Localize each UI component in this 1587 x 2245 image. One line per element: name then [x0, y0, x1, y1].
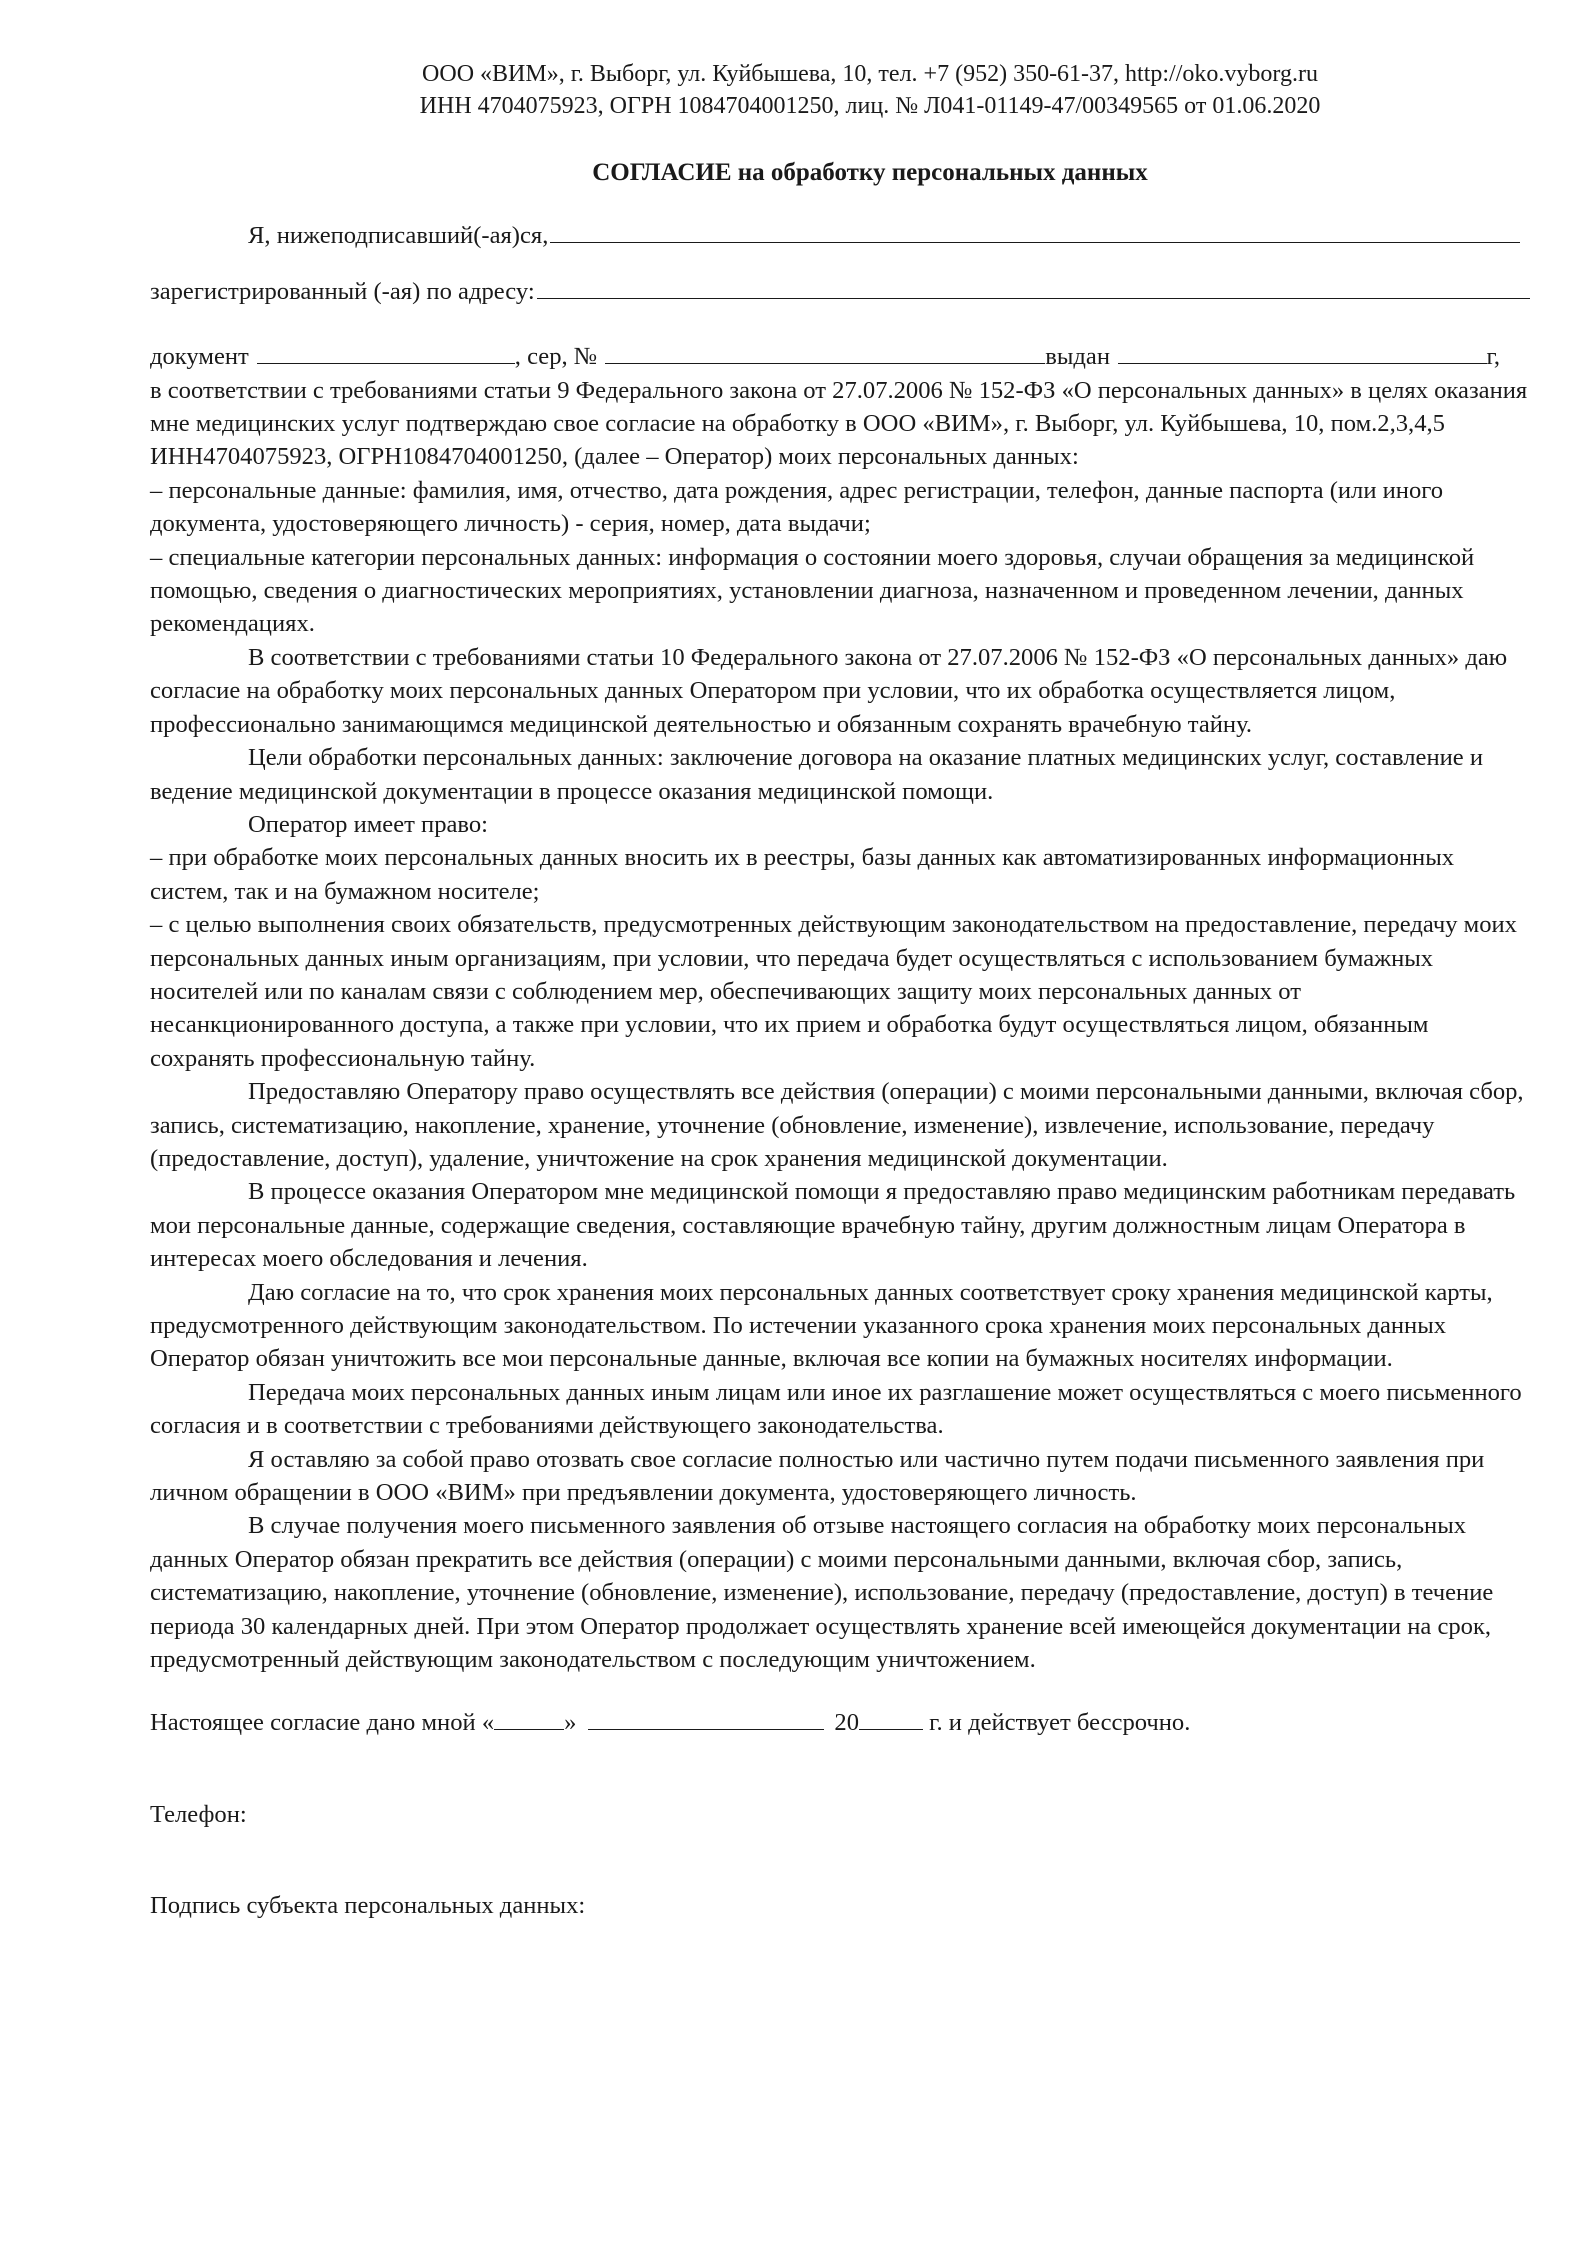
- date-prefix: Настоящее согласие дано мной «: [150, 1709, 495, 1737]
- paragraph-purposes: Цели обработки персональных данных: заключение договора на оказание платных медицинских услуг, составление и ведение медицинской документации в процессе оказания медицинской помощи.: [150, 744, 1484, 805]
- paragraph-personal-data-list: – персональные данные: фамилия, имя, отчество, дата рождения, адрес регистрации, телефон, данные паспорта (или иного документа, удостоверяющего личность) - серия, номер, дата выдачи;: [150, 476, 1444, 538]
- paragraph-special-categories: – специальные категории персональных данных: информация о состоянии моего здоровья, случаи обращения за медицинской помощью, сведения о диагностических мероприятиях, установлении диагноза, назначенном и проведенном лечении, данных рекомендациях.: [150, 543, 1475, 638]
- paragraph-actions: Предоставляю Оператору право осуществлять все действия (операции) с моими персональными данными, включая сбор, запись, систематизацию, накопление, хранение, уточнение (обновление, изменение), извлечение, использование, передачу (предоставление, доступ), удаление, уничтожение на срок хранения медицинской документации.: [150, 1078, 1524, 1172]
- paragraph-storage-term: Даю согласие на то, что срок хранения моих персональных данных соответствует сроку хранения медицинской карты, предусмотренного действующим законодательством. По истечении указанного срока хранения моих персональных данных Оператор обязан уничтожить все мои персональные данные, включая все копии на бумажных носителях информации.: [150, 1278, 1493, 1373]
- paragraph-registry-right: – при обработке моих персональных данных вносить их в реестры, базы данных как автоматизированных информационных систем, так и на бумажном носителе;: [150, 844, 1455, 905]
- paragraph-transfer-right: – с целью выполнения своих обязательств, предусмотренных действующим законодательством на предоставление, передачу моих персональных данных иным организациям, при условии, что передача будет осуществляться с использованием бумажных носителей или по каналам связи с соблюдением мер, обеспечивающих защиту моих персональных данных от несанкционированного доступа, а также при условии, что их прием и обработка будут осуществляться лицом, обязанным сохранять профессиональную тайну.: [150, 911, 1517, 1072]
- document-type-field[interactable]: [257, 341, 515, 364]
- paragraph-consent-basis: в соответствии с требованиями статьи 9 Федерального закона от 27.07.2006 № 152-ФЗ «О персональных данных» в целях оказания мне медицинских услуг подтверждаю свое согласие на обработку в ООО «ВИМ», г. Выборг, ул. Куйбышева, 10, пом.2,3,4,5 ИНН4704075923, ОГРН1084704001250, (далее – Оператор) моих персональных данных:: [150, 376, 1528, 471]
- paragraph-withdrawal-right: Я оставляю за собой право отозвать свое согласие полностью или частично путем подачи письменного заявления при личном обращении в ООО «ВИМ» при предъявлении документа, удостоверяющего личность.: [150, 1445, 1485, 1507]
- address-line: [150, 275, 1530, 308]
- letterhead: [210, 58, 1530, 122]
- paragraph-withdrawal-procedure: В случае получения моего письменного заявления об отзыве настоящего согласия на обработку моих персональных данных Оператор обязан прекратить все действия (операции) с моими персональными данными, включая сбор, запись, систематизацию, накопление, уточнение (обновление, изменение), использование, передачу (предоставление, доступ) в течение периода 30 календарных дней. При этом Оператор продолжает осуществлять хранение всей имеющейся документации на срок, предусмотренный действующим законодательством с последующим уничтожением.: [150, 1512, 1494, 1674]
- year-prefix: 20: [834, 1709, 860, 1737]
- signer-name-field[interactable]: [550, 220, 1520, 243]
- month-field[interactable]: [588, 1707, 824, 1730]
- address-field[interactable]: [537, 276, 1530, 299]
- paragraph-medical-secrecy: В процессе оказания Оператором мне медицинской помощи я предоставляю право медицинским работникам передавать мои персональные данные, содержащие сведения, составляющие врачебную тайну, другим должностным лицам Оператора в интересах моего обследования и лечения.: [150, 1178, 1516, 1273]
- document-page: [150, 58, 1530, 1923]
- date-suffix: г. и действует бессрочно.: [923, 1709, 1191, 1737]
- date-mid: »: [564, 1709, 577, 1737]
- letterhead-line-2: ИНН 4704075923, ОГРН 1084704001250, лиц. № Л041-01149-47/00349565 от 01.06.2020: [419, 93, 1321, 119]
- signer-name-line: [150, 219, 1530, 252]
- signer-label: Я, нижеподписавший(-ая)ся,: [248, 222, 549, 250]
- phone-line: [150, 1798, 1530, 1831]
- document-line: [150, 340, 1530, 373]
- document-label: документ: [150, 343, 249, 371]
- issued-by-field[interactable]: [1118, 341, 1487, 364]
- signature-label: Подпись субъекта персональных данных:: [150, 1892, 586, 1920]
- phone-label: Телефон:: [150, 1800, 247, 1828]
- document-number-field[interactable]: [605, 341, 1045, 364]
- consent-date-line: [150, 1706, 1530, 1739]
- letterhead-line-1: ООО «ВИМ», г. Выборг, ул. Куйбышева, 10, тел. +7 (952) 350-61-37, http://oko.vyborg.ru: [422, 61, 1318, 87]
- day-field[interactable]: [494, 1707, 564, 1730]
- paragraph-operator-rights: Оператор имеет право:: [248, 810, 488, 838]
- paragraph-article-10: В соответствии с требованиями статьи 10 Федерального закона от 27.07.2006 № 152-ФЗ «О персональных данных» даю согласие на обработку моих персональных данных Оператором при условии, что их обработка осуществляется лицом, профессионально занимающимся медицинской деятельностью и обязанным сохранять врачебную тайну.: [150, 643, 1508, 738]
- series-label: , сер, №: [514, 343, 598, 371]
- year-field[interactable]: [859, 1707, 923, 1730]
- document-title: СОГЛАСИЕ на обработку персональных данных: [592, 159, 1148, 186]
- g-suffix: г,: [1486, 343, 1500, 371]
- address-label: зарегистрированный (-ая) по адресу:: [150, 277, 535, 305]
- paragraph-disclosure: Передача моих персональных данных иным лицам или иное их разглашение может осуществляться с моего письменного согласия и в соответствии с требованиями действующего законодательства.: [150, 1378, 1522, 1440]
- signature-line: [150, 1889, 1530, 1922]
- issued-label: выдан: [1045, 343, 1111, 371]
